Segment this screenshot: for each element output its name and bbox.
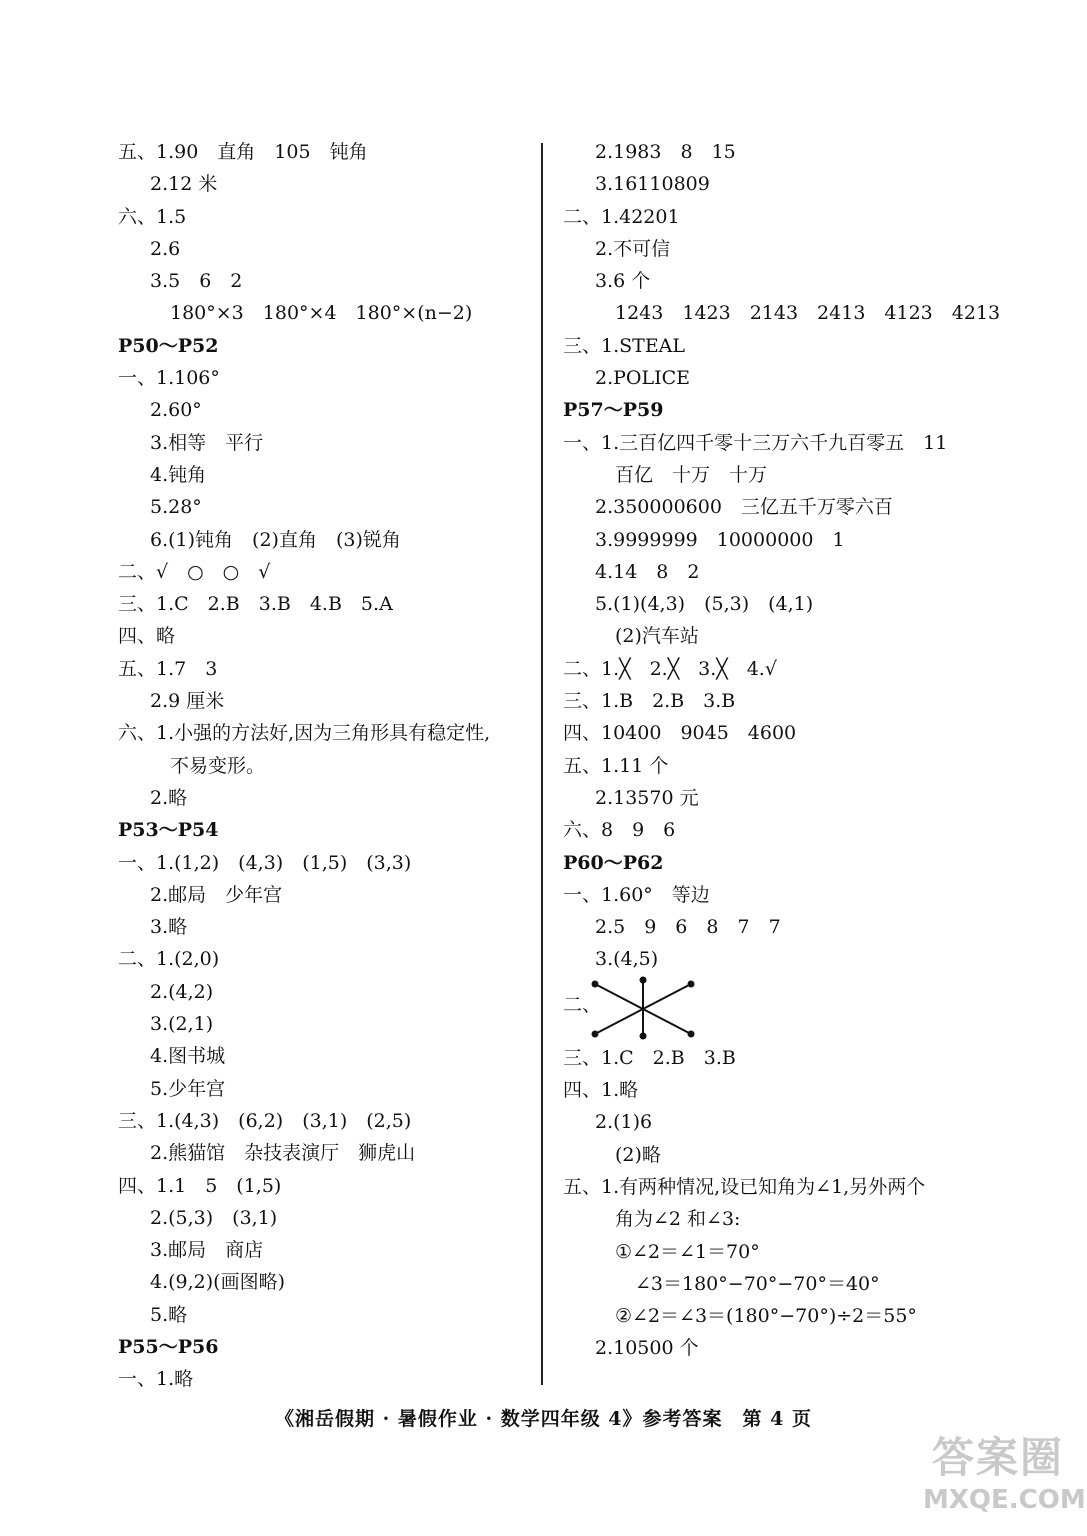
answer-line: 5.28°	[150, 496, 202, 519]
answer-line: 一、1.60° 等边	[563, 883, 710, 906]
point-4	[592, 1030, 599, 1037]
answer-line: 2.60°	[150, 399, 202, 422]
answer-line: 2.邮局 少年宫	[150, 883, 283, 906]
section-heading: P53～P54	[118, 819, 219, 842]
answer-line: 2.不可信	[595, 237, 671, 260]
answer-line: 四、1.1 5 (1,5)	[118, 1174, 282, 1197]
answer-line: 二、1.42201	[563, 205, 680, 228]
diagram-label: 二、	[563, 993, 602, 1016]
right-column-bottom	[563, 1042, 1003, 1365]
point-1	[592, 980, 599, 987]
answer-line: 五、1.90 直角 105 钝角	[118, 141, 368, 163]
point-6	[688, 1030, 695, 1037]
answer-line: 2.6	[150, 237, 181, 260]
answer-line: 6.(1)钝角 (2)直角 (3)锐角	[150, 528, 401, 551]
answer-line: 一、1.三百亿四千零十三万六千九百零五 11	[563, 431, 948, 454]
answer-line: 3.略	[150, 916, 188, 939]
answer-line: 三、1.STEAL	[563, 334, 686, 357]
watermark-url: MXQE.COM	[923, 1485, 1086, 1515]
answer-line: 五、1.7 3	[118, 657, 218, 680]
answer-line: 一、1.略	[118, 1368, 194, 1391]
answer-line: 百亿 十万 十万	[615, 463, 768, 486]
answer-line: 180°×3 180°×4 180°×(n−2)	[170, 302, 473, 325]
answer-line: 六、8 9 6	[563, 819, 676, 842]
answer-line: 1243 1423 2143 2413 4123 4213	[615, 302, 1001, 325]
point-5	[640, 1032, 647, 1039]
section-heading: P60～P62	[563, 851, 664, 874]
watermark	[923, 1432, 1086, 1524]
answer-line: 三、1.C 2.B 3.B 4.B 5.A	[118, 593, 393, 616]
answer-line: 2.1983 8 15	[595, 141, 736, 163]
answer-line: 二、√ ○ ○ √	[118, 560, 271, 583]
answer-line: 2.5 9 6 8 7 7	[595, 916, 781, 939]
answer-line: 2.350000600 三亿五千万零六百	[595, 496, 893, 519]
section-heading: P55～P56	[118, 1335, 219, 1358]
answer-line: 2.POLICE	[595, 367, 691, 390]
left-column	[118, 136, 538, 1396]
answer-line: 二、1.╳ 2.╳ 3.╳ 4.√	[563, 657, 777, 680]
answer-line: 5.(1)(4,3) (5,3) (4,1)	[595, 593, 814, 616]
answer-line: 5.少年宫	[150, 1077, 226, 1100]
watermark-logo: 答案圈	[931, 1433, 1064, 1482]
answer-line: 六、1.小强的方法好,因为三角形具有稳定性,	[118, 722, 491, 745]
answer-line: ∠3＝180°−70°−70°＝40°	[635, 1272, 880, 1295]
answer-line: 3.5 6 2	[150, 270, 243, 293]
right-column-top	[563, 136, 1003, 976]
answer-line: 2.13570 元	[595, 786, 699, 809]
answer-line: 2.(4,2)	[150, 980, 214, 1003]
answer-line: (2)汽车站	[615, 625, 699, 648]
answer-line: 四、1.略	[563, 1079, 639, 1102]
point-3	[688, 980, 695, 987]
answer-line: 2.9 厘米	[150, 690, 225, 713]
answer-line: 3.16110809	[595, 173, 710, 196]
answer-line: 四、略	[118, 625, 176, 648]
answer-line: (2)略	[615, 1143, 661, 1166]
answer-line: 三、1.B 2.B 3.B	[563, 690, 736, 713]
answer-line: 4.钝角	[150, 463, 207, 486]
answer-line: 2.(5,3) (3,1)	[150, 1206, 278, 1229]
answer-line: 5.略	[150, 1303, 188, 1326]
column-divider	[541, 143, 543, 1385]
section-heading: P57～P59	[563, 399, 664, 422]
answer-line: 2.(1)6	[595, 1111, 653, 1134]
answer-line: 三、1.C 2.B 3.B	[563, 1046, 736, 1069]
point-2	[640, 976, 647, 983]
section-heading: P50～P52	[118, 334, 219, 357]
answer-line: 六、1.5	[118, 205, 187, 228]
answer-line: 五、1.有两种情况,设已知角为∠1,另外两个	[563, 1175, 926, 1198]
right-column	[563, 136, 1003, 1365]
answer-line: 二、1.(2,0)	[118, 948, 220, 971]
answer-line: 一、1.(1,2) (4,3) (1,5) (3,3)	[118, 851, 412, 874]
answer-line: 4.14 8 2	[595, 560, 700, 583]
answer-line: 四、10400 9045 4600	[563, 722, 797, 745]
answer-line: 3.6 个	[595, 270, 651, 293]
answer-line: 4.图书城	[150, 1045, 226, 1068]
answer-line: 3.(2,1)	[150, 1013, 214, 1036]
answer-line: 角为∠2 和∠3:	[615, 1208, 741, 1231]
answer-line: 2.12 米	[150, 173, 218, 196]
answer-line: 2.略	[150, 786, 188, 809]
answer-line: 2.10500 个	[595, 1337, 699, 1360]
answer-line: 3.邮局 商店	[150, 1239, 264, 1262]
answer-line: 不易变形。	[170, 754, 266, 777]
answer-line: 三、1.(4,3) (6,2) (3,1) (2,5)	[118, 1109, 412, 1132]
answer-line: 一、1.106°	[118, 367, 220, 390]
answer-line: 4.(9,2)(画图略)	[150, 1271, 285, 1294]
answer-line: ①∠2＝∠1＝70°	[615, 1240, 760, 1263]
answer-line: 3.9999999 10000000 1	[595, 528, 845, 551]
diagram-row	[563, 976, 1003, 1042]
answer-line: 2.熊猫馆 杂技表演厅 狮虎山	[150, 1142, 416, 1165]
answer-line: ②∠2＝∠3＝(180°−70°)÷2＝55°	[615, 1305, 917, 1328]
line-segment-diagram	[583, 976, 703, 1042]
answer-line: 3.(4,5)	[595, 948, 659, 971]
answer-line: 五、1.11 个	[563, 754, 669, 777]
answer-line: 3.相等 平行	[150, 431, 264, 454]
page-footer: 《湘岳假期 · 暑假作业 · 数学四年级 4》参考答案 第 4 页	[275, 1408, 812, 1430]
